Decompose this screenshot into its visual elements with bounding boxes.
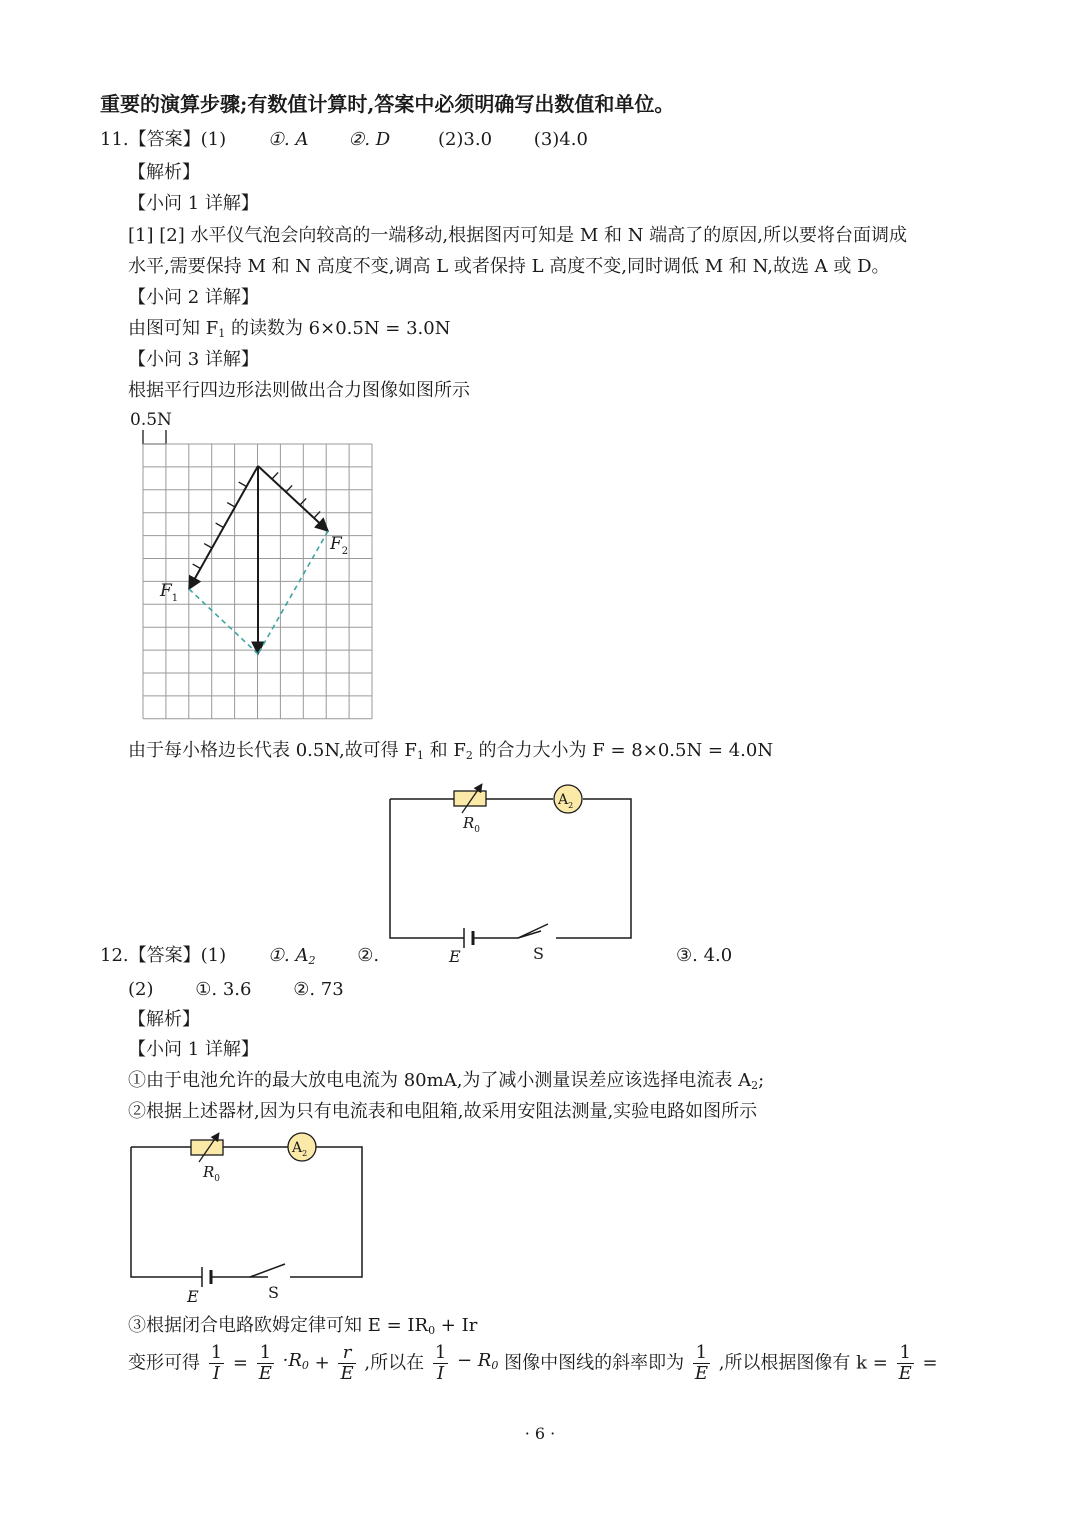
frac-1-over-i: $\frac{1}{I}$ — [210, 1342, 223, 1384]
q12-ans3: ③. 4.0 — [676, 945, 733, 966]
label-f2: $F_2$ — [330, 534, 349, 557]
grid-scale-bracket — [143, 430, 166, 444]
q11-sub2-title: 【小问 2 详解】 — [128, 287, 259, 308]
q11-sub2-sub: 1 — [218, 327, 226, 340]
q11-sub3-line: 根据平行四边形法则做出合力图像如图所示 — [128, 380, 470, 401]
q11-sub2-a: 由图可知 F — [128, 318, 219, 339]
q12-p2: ②根据上述器材,因为只有电流表和电阻箱,故采用安阻法测量,实验电路如图所示 — [128, 1101, 758, 1122]
battery-label-2: E — [187, 1287, 199, 1306]
q11-sub1-line2: 水平,需要保持 M 和 N 高度不变,调高 L 或者保持 L 高度不变,同时调低 M 和 N,故选 A 或 D。 — [128, 256, 890, 277]
switch-label-2: S — [268, 1283, 279, 1302]
switch-label: S — [533, 944, 544, 963]
q11-ans3: (2)3.0 — [437, 129, 493, 150]
tick-mark — [204, 544, 212, 548]
frac-1-over-e: $\frac{1}{E}$ — [258, 1342, 272, 1384]
r0-label-2: $R_0$ — [203, 1163, 221, 1184]
q11-conclusion: 由于每小格边长代表 0.5N,故可得 $F_1$ 和 $F_2$ 的合力大小为 F = 8×0.5N = 4.0N — [128, 740, 774, 762]
q11-ans4: (3)4.0 — [533, 129, 588, 150]
q11-sub2-b: 的读数为 6×0.5N = 3.0N — [225, 318, 451, 339]
tick-mark — [216, 523, 224, 527]
q12-p4: 变形可得 $\frac{1}{I}$ = $\frac{1}{E}$ $\cdot R_0$ + $\frac{r}{E}$ ,所以在 $\frac{1}{I}$ − $R_0$ 图像中图线的斜率即为 $\frac{1}{E}$ ,所以根据图像有 k = $\frac{1}{E}$ = — [128, 1342, 938, 1384]
q12-sub1-title: 【小问 1 详解】 — [128, 1039, 259, 1060]
q12-p1: ①由于电池允许的最大放电电流为 80mA,为了减小测量误差应该选择电流表 $A_2$; — [128, 1070, 765, 1092]
frac-1-over-i-2: $\frac{1}{I}$ — [434, 1342, 447, 1384]
frac-1-over-e-3: $\frac{1}{E}$ — [898, 1342, 912, 1384]
r0-label: $R_0$ — [463, 814, 481, 835]
q11-sub3-title: 【小问 3 详解】 — [128, 349, 259, 370]
circuit-diagram-2 — [120, 1125, 375, 1310]
frac-1-over-e-2: $\frac{1}{E}$ — [694, 1342, 708, 1384]
q12-jiexi: 【解析】 — [128, 1009, 200, 1030]
r0-resistor-2 — [191, 1140, 223, 1155]
r0-resistor — [454, 791, 486, 806]
label-f1: $F_1$ — [160, 581, 179, 604]
tick-mark — [227, 503, 235, 507]
force-grid-diagram — [120, 400, 400, 740]
grid-scale-label: 0.5N — [130, 410, 172, 430]
tick-mark — [239, 482, 247, 486]
q12-ans1: ①. $A_2$ — [267, 945, 316, 967]
tick-mark — [286, 485, 292, 492]
q12-answer-line — [100, 944, 379, 973]
battery-label: E — [449, 947, 461, 966]
frac-r-over-e: $\frac{r}{E}$ — [340, 1342, 354, 1384]
ammeter-label: $A_2$ — [558, 792, 574, 810]
q11-ans2: ②. D — [348, 129, 391, 150]
switch-blade-2 — [250, 1264, 285, 1277]
q12-answer-prefix: 12.【答案】(1) — [100, 945, 227, 966]
q12-ans2: ②. — [357, 945, 380, 966]
q11-ans1: ①. A — [267, 129, 309, 150]
q12-p3: ③根据闭合电路欧姆定律可知 $E = IR_0 + Ir$ — [128, 1315, 478, 1337]
f2-arrow — [258, 466, 328, 531]
q11-sub2-line — [128, 317, 450, 346]
q11-sub1-line1: [1] [2] 水平仪气泡会向较高的一端移动,根据图丙可知是 M 和 N 端高了的原因,所以要将台面调成 — [128, 225, 907, 246]
ammeter-label-2: $A_2$ — [292, 1140, 308, 1158]
dashed-line-2 — [258, 531, 328, 654]
circuit-diagram-1 — [380, 780, 650, 970]
q11-answer-prefix: 11.【答案】(1) — [100, 129, 227, 150]
page-number: · 6 · — [524, 1424, 556, 1443]
switch-blade — [518, 924, 548, 938]
tick-mark — [193, 564, 201, 568]
dashed-line-1 — [189, 589, 258, 654]
tick-mark — [272, 472, 278, 479]
q11-sub1-title: 【小问 1 详解】 — [128, 193, 259, 214]
header-instruction: 重要的演算步骤;有数值计算时,答案中必须明确写出数值和单位。 — [100, 92, 675, 116]
q12-line2: (2) ①. 3.6 ②. 73 — [128, 979, 344, 1000]
q11-answer-line — [100, 128, 588, 152]
q11-jiexi: 【解析】 — [128, 162, 200, 183]
